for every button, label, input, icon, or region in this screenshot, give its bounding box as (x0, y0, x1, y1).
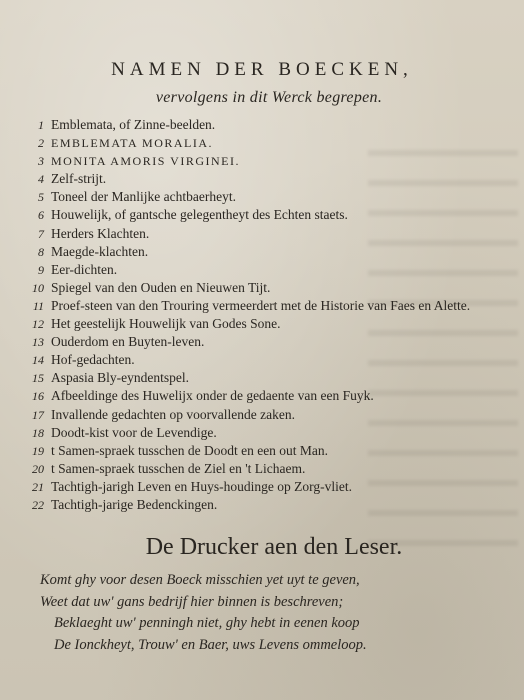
item-number: 17 (32, 407, 44, 422)
list-item (22, 442, 524, 460)
list-item (22, 243, 524, 261)
list-item (22, 333, 524, 351)
page-heading: NAMEN DER BOECKEN, (111, 59, 413, 80)
item-title: Herders Klachten. (51, 225, 150, 241)
item-number: 3 (38, 154, 44, 169)
list-item (22, 369, 524, 387)
item-number: 10 (32, 280, 44, 295)
list-item (22, 351, 524, 369)
item-number: 20 (32, 461, 44, 476)
poem-line: Komt ghy voor desen Boeck misschien yet uyt te geven, (40, 572, 360, 588)
item-number: 1 (38, 118, 44, 132)
item-number: 8 (38, 244, 44, 259)
book-list (22, 116, 524, 514)
item-title: Emblemata, of Zinne-beelden. (51, 117, 216, 132)
list-item (22, 206, 524, 224)
list-item (22, 478, 524, 496)
list-item (22, 460, 524, 478)
list-item (22, 116, 524, 134)
list-item (22, 315, 524, 333)
item-number: 19 (32, 443, 44, 458)
item-title: Maegde-klachten. (51, 243, 149, 259)
item-title: Ouderdom en Buyten-leven. (51, 334, 205, 350)
list-item (22, 134, 524, 152)
item-title: Zelf-strijt. (51, 171, 107, 187)
item-title: Spiegel van den Ouden en Nieuwen Tijt. (51, 279, 271, 295)
item-number: 6 (38, 208, 44, 223)
item-number: 22 (32, 497, 44, 512)
item-title: Tachtigh-jarige Bedenckingen. (51, 496, 218, 512)
item-title: Het geestelijk Houwelijk van Godes Sone. (51, 316, 281, 332)
list-item (22, 496, 524, 514)
item-title: Doodt-kist voor de Levendige. (51, 424, 217, 440)
poem-line: Beklaeght uw' penningh niet, ghy hebt in eenen koop (54, 615, 360, 631)
item-number: 2 (38, 136, 44, 151)
item-number: 4 (38, 172, 44, 187)
item-title: EMBLEMATA MORALIA. (51, 136, 214, 151)
item-number: 15 (32, 371, 44, 386)
page-subheading: vervolgens in dit Werck begrepen. (155, 89, 383, 106)
item-title: Aspasia Bly-eyndentspel. (51, 370, 189, 386)
poem-line: Weet dat uw' gans bedrijf hier binnen is beschreven; (40, 593, 344, 610)
item-title: MONITA AMORIS VIRGINEI. (51, 154, 240, 169)
item-title: Afbeeldinge des Huwelijx onder de gedaente van een Fuyk. (51, 388, 374, 404)
item-number: 11 (32, 298, 44, 313)
list-item (22, 297, 524, 315)
item-title: t Samen-spraek tusschen de Doodt en een out Man. (51, 442, 329, 458)
item-number: 16 (32, 389, 44, 404)
item-number: 13 (32, 335, 44, 350)
list-item (22, 188, 524, 206)
item-title: Eer-dichten. (51, 261, 118, 277)
item-title: Proef-steen van den Trouring vermeerdert met de Historie van Faes en Alette. (51, 297, 471, 313)
item-number: 5 (38, 190, 44, 205)
item-number: 14 (32, 353, 44, 368)
item-number: 7 (38, 226, 44, 241)
item-title: t Samen-spraek tusschen de Ziel en 't Lichaem. (51, 460, 306, 476)
list-item (22, 261, 524, 279)
item-title: Invallende gedachten op voorvallende zaken. (51, 406, 296, 422)
poem-line: De Ionckheyt, Trouw' en Baer, uws Levens ommeloop. (54, 636, 367, 653)
section-title: De Drucker aen den Leser. (145, 534, 403, 560)
list-item (22, 424, 524, 442)
poem (40, 570, 510, 656)
item-title: Toneel der Manlijke achtbaerheyt. (51, 189, 236, 205)
item-number: 9 (38, 262, 44, 277)
list-item (22, 152, 524, 170)
item-number: 12 (32, 317, 44, 332)
item-title: Hof-gedachten. (51, 352, 135, 368)
list-item (22, 225, 524, 243)
item-title: Houwelijk, of gantsche gelegentheyt des Echten staets. (51, 207, 348, 223)
item-number: 18 (32, 425, 44, 440)
list-item (22, 279, 524, 297)
item-number: 21 (32, 479, 44, 494)
list-item (22, 170, 524, 188)
list-item (22, 406, 524, 424)
list-item (22, 387, 524, 405)
item-title: Tachtigh-jarigh Leven en Huys-houdinge op Zorg-vliet. (51, 478, 352, 494)
